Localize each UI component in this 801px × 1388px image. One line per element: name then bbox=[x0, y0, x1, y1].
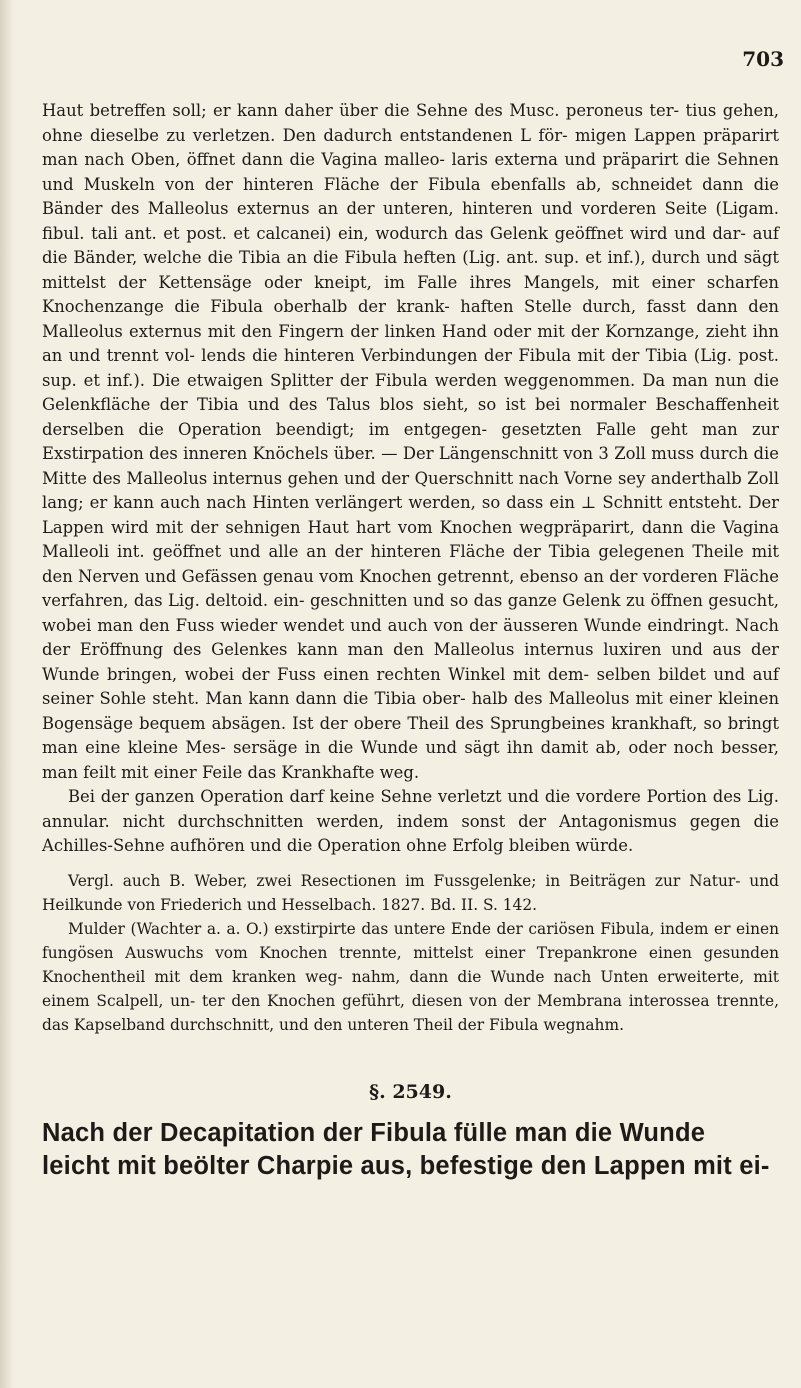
paragraph-gap bbox=[42, 859, 779, 869]
body-paragraph-warning: Bei der ganzen Operation darf keine Sehne verletzt und die vordere Portion des Lig. annular. nicht durchschnitten werden, indem sonst der Antagonismus gegen die Achilles-Sehne aufhören und die Operation ohne Erfolg bleiben würde. bbox=[42, 787, 779, 855]
headline-line: Nach der Decapitation der Fibula fülle man die Wunde bbox=[42, 1118, 706, 1147]
page-number: 703 bbox=[742, 47, 784, 71]
page-binding-edge bbox=[0, 0, 14, 1388]
reference-note: Vergl. auch B. Weber, zwei Resectionen im Fussgelenke; in Beiträgen zur Natur- und Heilkunde von Friederich und Hesselbach. 1827. Bd. II. S. 142. bbox=[42, 871, 779, 914]
body-paragraph-operation: Haut betreffen soll; er kann daher über die Sehne des Musc. peroneus ter- tius gehen, ohne dieselbe zu verletzen. Den dadurch entstandenen L för- migen Lappen präparirt man nach Oben, öffnet dann die Vagina malleo- laris externa und präparirt die Sehnen und Muskeln von der hinteren Fläche der Fibula ebenfalls ab, schneidet dann die Bänder des Malleolus externus an der unteren, hinteren und vorderen Seite (Ligam. fibul. tali ant. et post. et calcanei) ein, wodurch das Gelenk geöffnet wird und dar- auf die Bänder, welche die Tibia an die Fibula heften (Lig. ant. sup. et inf.), durch und sägt mittelst der Kettensäge oder kneipt, im Falle ihres Mangels, mit einer scharfen Knochenzange die Fibula oberhalb der krank- haften Stelle durch, fasst dann den Malleolus externus mit den Fingern der linken Hand oder mit der Kornzange, zieht ihn an und trennt vol- lends die hinteren Verbindungen der Fibula mit der Tibia (Lig. post. sup. et inf.). Die etwaigen Splitter der Fibula werden weggenommen. Da man nun die Gelenkfläche der Tibia und des Talus blos sieht, so ist bei normaler Beschaffenheit derselben die Operation beendigt; im entgegen- gesetzten Falle geht man zur Exstirpation des inneren Knöchels über. — Der Längenschnitt von 3 Zoll muss durch die Mitte des Malleolus internus gehen und der Querschnitt nach Vorne sey anderthalb Zoll lang; er kann auch nach Hinten verlängert werden, so dass ein ⊥ Schnitt entsteht. Der Lappen wird mit der sehnigen Haut hart vom Knochen wegpräparirt, dann die Vagina Malleoli int. geöffnet und alle an der hinteren Fläche der Tibia gelegenen Theile mit den Nerven und Gefässen genau vom Knochen getrennt, ebenso an der vorderen Fläche verfahren, das Lig. deltoid. ein- geschnitten und so das ganze Gelenk zu öffnen gesucht, wobei man den Fuss wieder wendet und auch von der äusseren Wunde eindringt. Nach der Eröffnung des Gelenkes kann man den Malleolus internus luxiren und aus der Wunde bringen, wobei der Fuss einen rechten Winkel mit dem- selben bildet und auf seiner Sohle steht. Man kann dann die Tibia ober- halb des Malleolus mit einer kleinen Bogensäge bequem absägen. Ist der obere Theil des Sprungbeines krankhaft, so bringt man eine kleine Mes- sersäge in die Wunde und sägt ihn damit ab, oder noch besser, man feilt mit einer Feile das Krankhafte weg. bbox=[42, 101, 779, 782]
case-note: Mulder (Wachter a. a. O.) exstirpirte das untere Ende der cariösen Fibula, indem er einen fungösen Auswuchs vom Knochen trennte, mittelst einer Trepankrone einen gesunden Knochentheil mit dem kranken weg- nahm, dann die Wunde nach Unten erweiterte, mit einem Scalpell, un- ter den Knochen geführt, diesen von der Membrana interossea trennte, das Kapselband durchschnitt, und den unteren Theil der Fibula wegnahm. bbox=[42, 919, 779, 1034]
section-number: §. 2549. bbox=[369, 1080, 452, 1103]
page-body bbox=[42, 99, 779, 1183]
headline-line: leicht mit beölter Charpie aus, befestige den Lappen mit ei- bbox=[42, 1151, 770, 1180]
section-headline bbox=[42, 1117, 779, 1183]
